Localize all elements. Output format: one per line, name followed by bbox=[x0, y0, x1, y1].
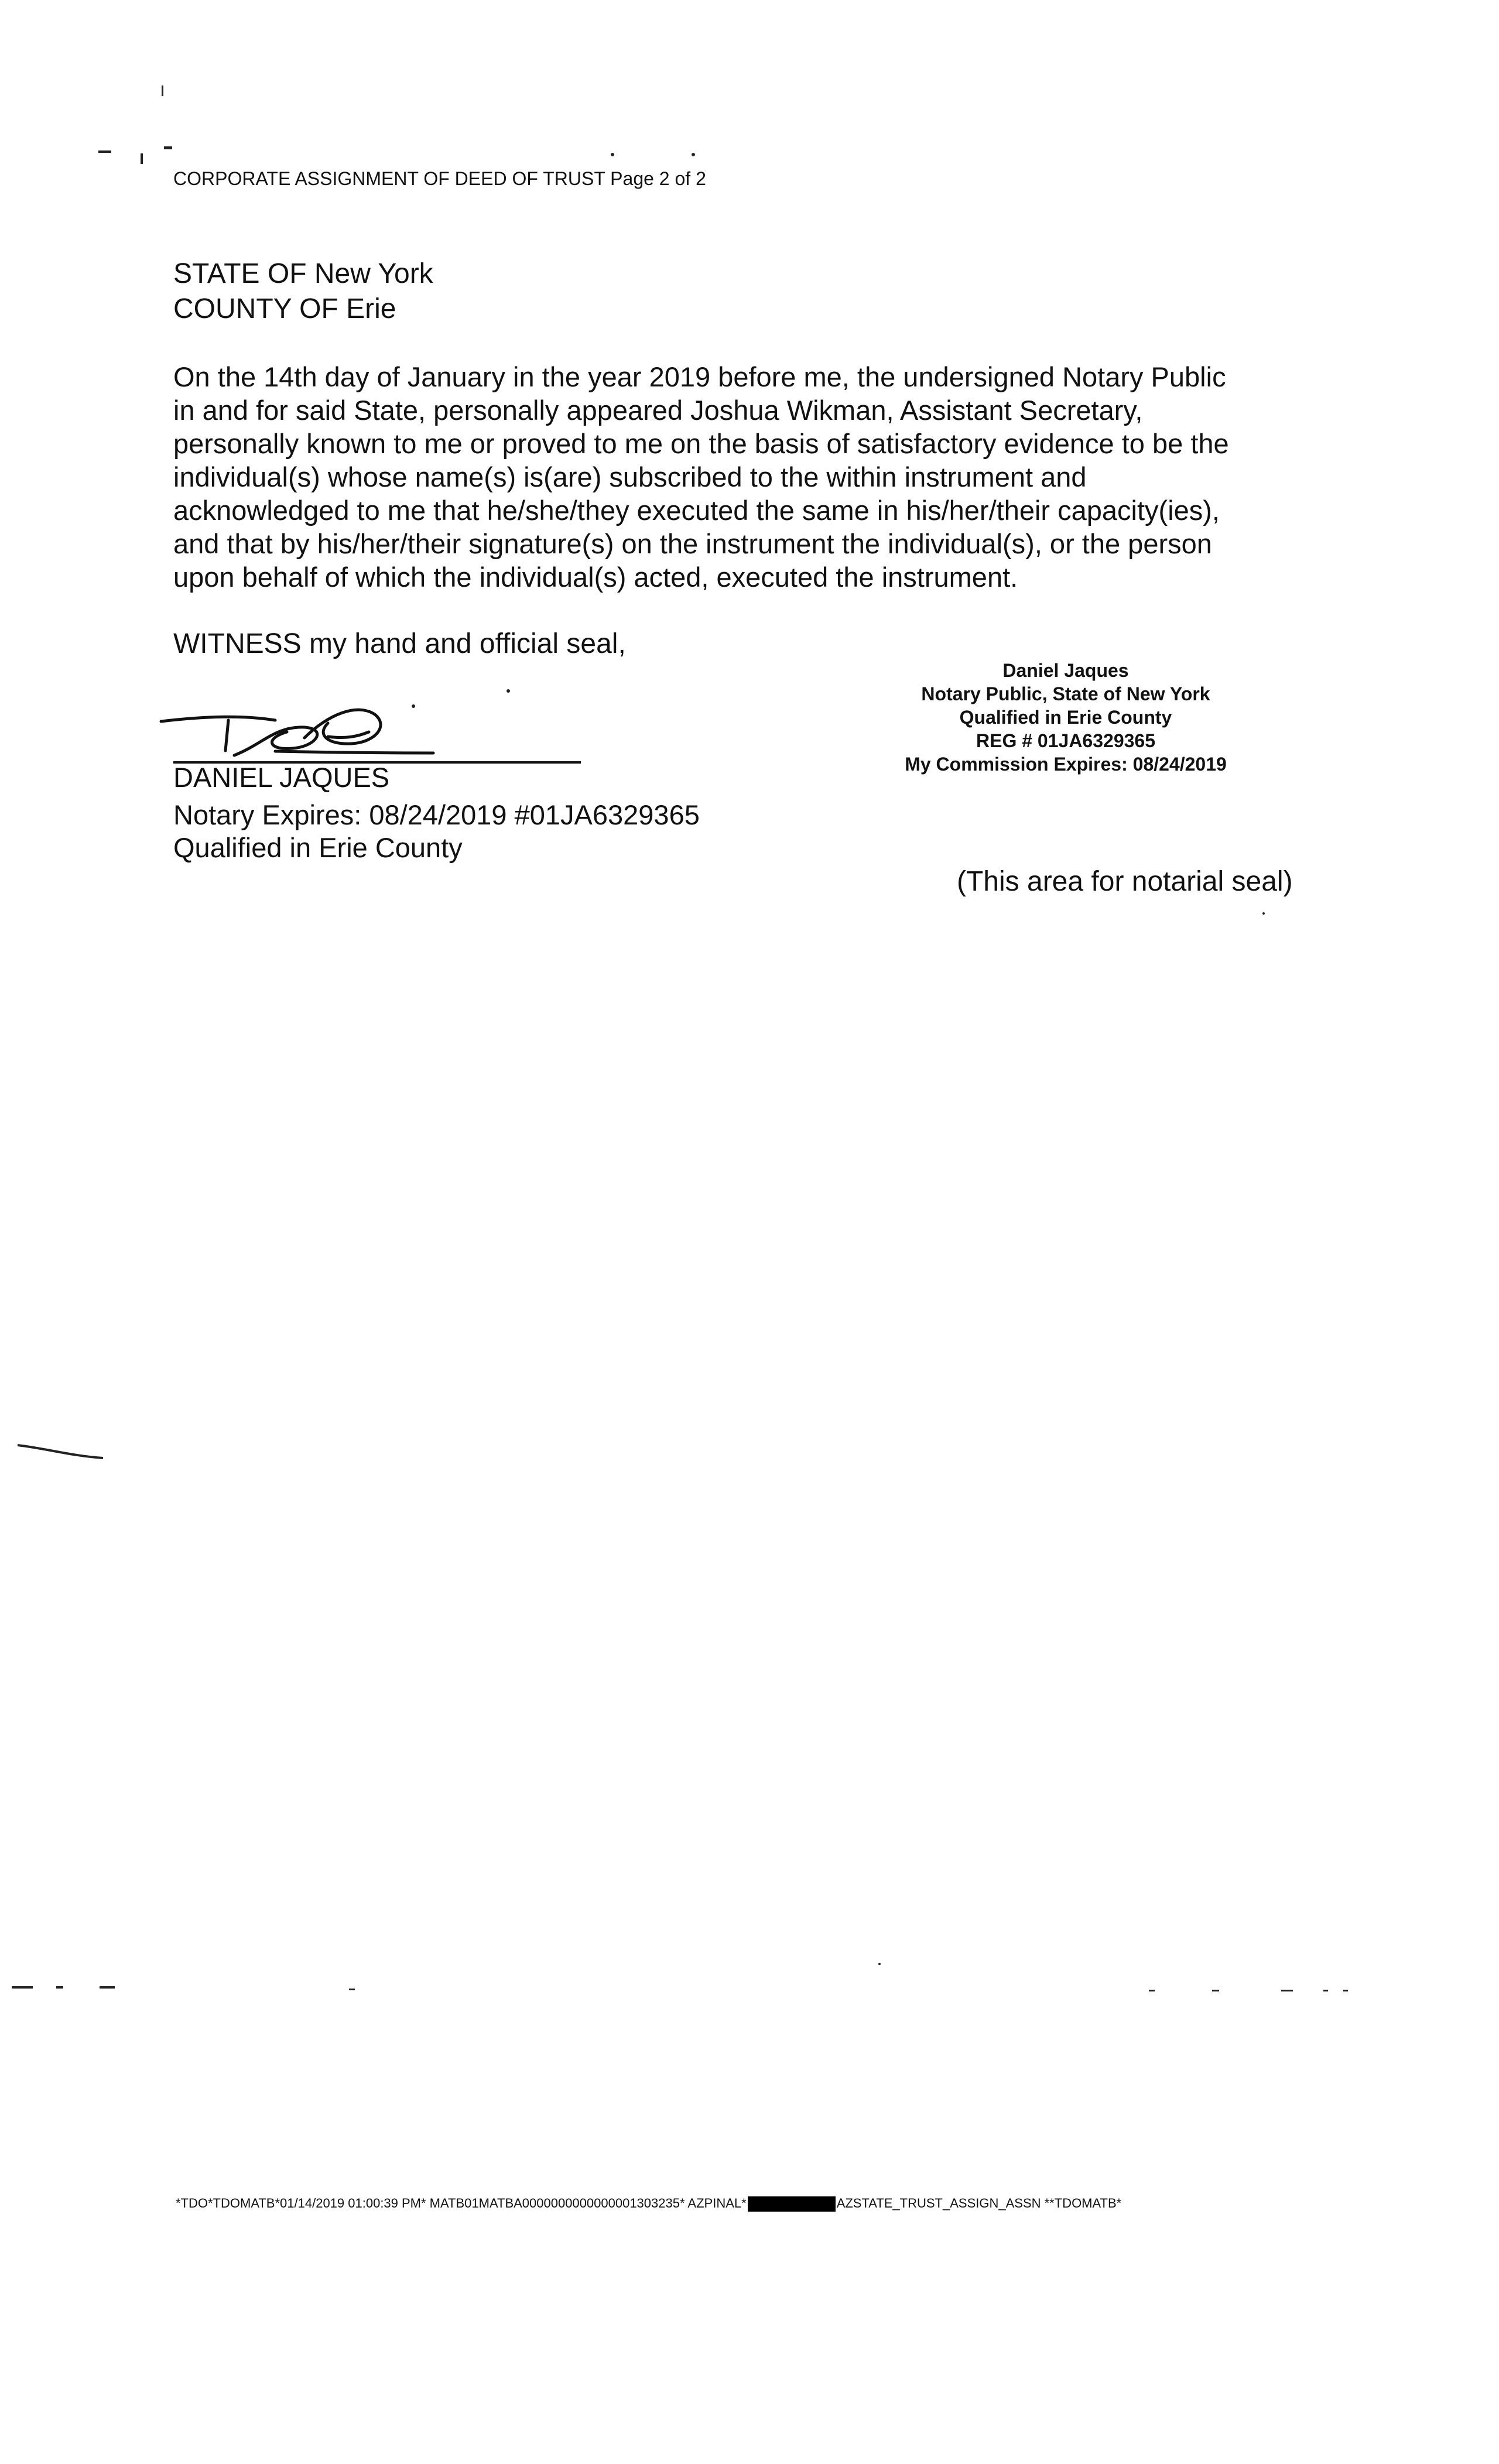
redaction-bar bbox=[748, 2196, 836, 2212]
acknowledgment-line: acknowledged to me that he/she/they executed the same in his/her/their capacity(ies), bbox=[173, 495, 1220, 526]
footer-code-left: *TDO*TDOMATB*01/14/2019 01:00:39 PM* MATB01MATBA0000000000000001303235* AZPINAL* bbox=[176, 2196, 747, 2210]
scan-stroke bbox=[18, 1445, 103, 1458]
document-header: CORPORATE ASSIGNMENT OF DEED OF TRUST Page 2 of 2 bbox=[173, 168, 706, 189]
acknowledgment-line: upon behalf of which the individual(s) acted, executed the instrument. bbox=[173, 562, 1018, 593]
acknowledgment-line: in and for said State, personally appeared Joshua Wikman, Assistant Secretary, bbox=[173, 395, 1143, 426]
venue-block bbox=[173, 256, 433, 327]
document-footer bbox=[176, 2196, 1121, 2212]
notary-qualification: Qualified in Erie County bbox=[173, 832, 463, 863]
notary-signature bbox=[161, 710, 433, 755]
stamp-line: My Commission Expires: 08/24/2019 bbox=[905, 754, 1227, 775]
stamp-line: Qualified in Erie County bbox=[959, 707, 1172, 728]
acknowledgment-paragraph bbox=[173, 360, 1321, 594]
acknowledgment-line: On the 14th day of January in the year 2019 before me, the undersigned Notary Public bbox=[173, 361, 1226, 392]
acknowledgment-line: personally known to me or proved to me on the basis of satisfactory evidence to be the bbox=[173, 428, 1229, 459]
notary-stamp bbox=[890, 659, 1241, 776]
acknowledgment-line: individual(s) whose name(s) is(are) subscribed to the within instrument and bbox=[173, 461, 1087, 492]
stamp-line: Notary Public, State of New York bbox=[921, 683, 1210, 704]
venue-county: COUNTY OF Erie bbox=[173, 293, 396, 324]
notary-expiration: Notary Expires: 08/24/2019 #01JA6329365 bbox=[173, 799, 700, 830]
footer-code-right: AZSTATE_TRUST_ASSIGN_ASSN **TDOMATB* bbox=[836, 2196, 1122, 2210]
venue-state: STATE OF New York bbox=[173, 258, 433, 289]
witness-line: WITNESS my hand and official seal, bbox=[173, 628, 626, 659]
notarial-seal-area: (This area for notarial seal) bbox=[957, 866, 1293, 897]
stamp-line: Daniel Jaques bbox=[1002, 660, 1129, 681]
stamp-line: REG # 01JA6329365 bbox=[976, 730, 1155, 751]
notary-name: DANIEL JAQUES bbox=[173, 762, 390, 793]
acknowledgment-line: and that by his/her/their signature(s) on the instrument the individual(s), or the person bbox=[173, 528, 1212, 559]
